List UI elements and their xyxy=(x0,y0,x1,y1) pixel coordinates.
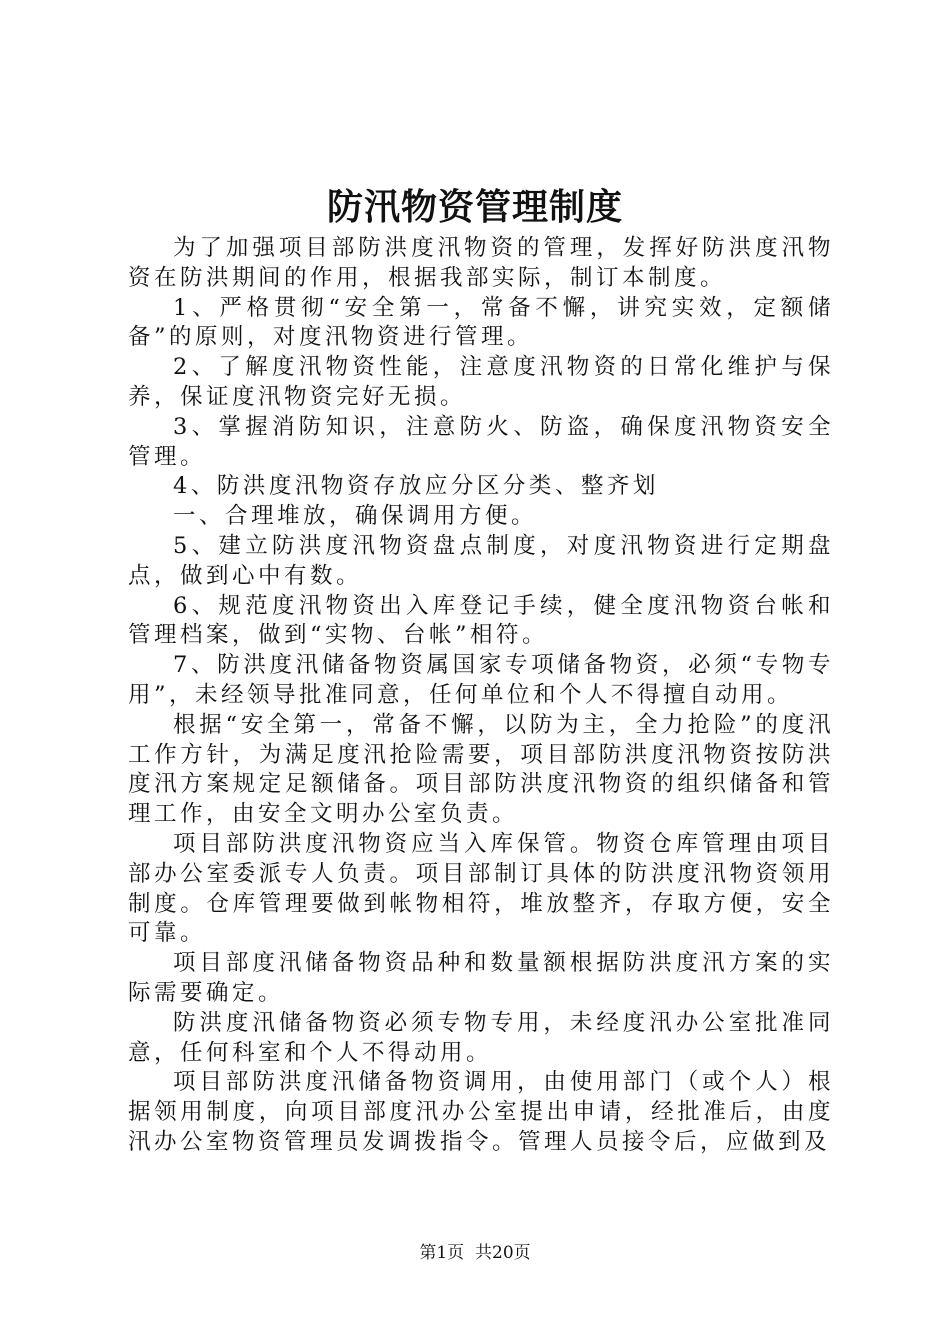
page-total: 共20页 xyxy=(475,1243,531,1263)
paragraph-quantity: 项目部度汛储备物资品种和数量额根据防洪度汛方案的实际需要确定。 xyxy=(128,950,834,1006)
paragraph-item-2: 2、了解度汛物资性能，注意度汛物资的日常化维护与保养，保证度汛物资完好无损。 xyxy=(128,354,834,410)
paragraph-intro: 为了加强项目部防洪度汛物资的管理，发挥好防洪度汛物资在防洪期间的作用，根据我部实际，制订本制度。 xyxy=(128,235,834,291)
paragraph-policy: 根据“安全第一，常备不懈，以防为主，全力抢险”的度汛工作方针，为满足度汛抢险需要，项目部防洪度汛物资按防洪度汛方案规定足额储备。项目部防洪度汛物资的组织储备和管理工作，由安全文明办公室负责。 xyxy=(128,711,834,828)
document-body xyxy=(128,234,834,1158)
paragraph-usage: 防洪度汛储备物资必须专物专用，未经度汛办公室批准同意，任何科室和个人不得动用。 xyxy=(128,1009,834,1066)
paragraph-storage: 项目部防洪度汛物资应当入库保管。物资仓库管理由项目部办公室委派专人负责。项目部制订具体的防洪度汛物资领用制度。仓库管理要做到帐物相符，堆放整齐，存取方便，安全可靠。 xyxy=(128,830,834,947)
paragraph-item-5: 5、建立防洪度汛物资盘点制度，对度汛物资进行定期盘点，做到心中有数。 xyxy=(128,532,834,589)
paragraph-item-6: 6、规范度汛物资出入库登记手续，健全度汛物资台帐和管理档案，做到“实物、台帐”相符。 xyxy=(128,592,834,649)
page-footer xyxy=(0,1241,950,1265)
paragraph-item-1: 1、严格贯彻“安全第一，常备不懈，讲究实效，定额储备”的原则，对度汛物资进行管理。 xyxy=(128,294,834,351)
paragraph-item-4-cont: 一、合理堆放，确保调用方便。 xyxy=(173,503,538,530)
page-number: 第1页 xyxy=(419,1243,465,1263)
paragraph-item-4: 4、防洪度汛物资存放应分区分类、整齐划 xyxy=(173,473,659,500)
paragraph-item-3: 3、掌握消防知识，注意防火、防盗，确保度汛物资安全管理。 xyxy=(128,413,834,470)
document-title: 防汛物资管理制度 xyxy=(326,186,623,228)
footer-spacer xyxy=(464,1243,475,1263)
paragraph-item-7: 7、防洪度汛储备物资属国家专项储备物资，必须“专物专用”，未经领导批准同意，任何单位和个人不得擅自动用。 xyxy=(128,652,834,708)
paragraph-allocation: 项目部防洪度汛储备物资调用，由使用部门（或个人）根据领用制度，向项目部度汛办公室提出申请，经批准后，由度汛办公室物资管理员发调拨指令。管理人员接令后，应做到及 xyxy=(128,1069,834,1155)
